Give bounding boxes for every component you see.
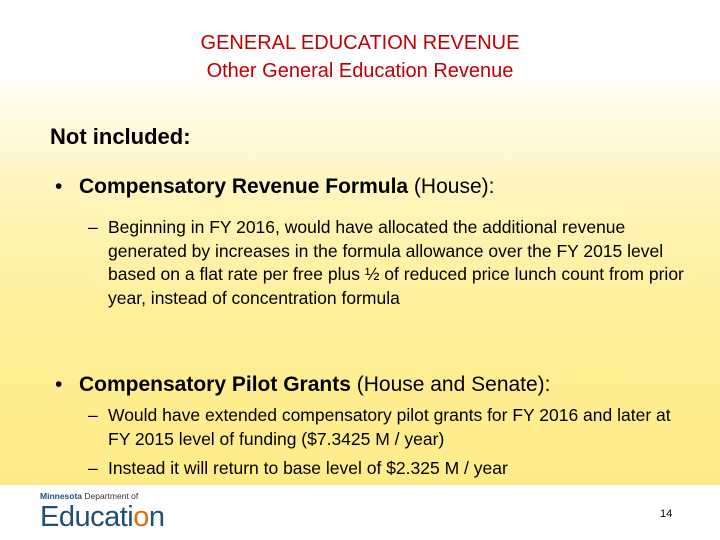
- bullet-qualifier: (House):: [408, 175, 495, 198]
- slide-subtitle: Other General Education Revenue: [206, 60, 514, 82]
- sub-bullet-symbol: –: [88, 217, 98, 237]
- page-number: 14: [660, 508, 673, 520]
- logo-word-start: Educati: [40, 501, 134, 533]
- bullet-qualifier: (House and Senate):: [350, 373, 551, 396]
- logo-word-accent: o: [133, 501, 149, 533]
- logo-dept: Department of: [84, 491, 139, 501]
- bullet-symbol: •: [55, 373, 63, 396]
- bullet-bold-label: Compensatory Revenue Formula: [79, 175, 409, 198]
- bullet-bold-label: Compensatory Pilot Grants: [79, 373, 351, 396]
- bullet-text: [79, 372, 551, 398]
- sub-bullet-text: Would have extended compensatory pilot grants for FY 2016 and later at FY 2015 level of funding ($7.3425 M / year): [108, 405, 671, 449]
- sub-bullet: [88, 457, 688, 481]
- bullet-symbol: •: [55, 175, 63, 198]
- logo-state: Minnesota: [40, 491, 83, 501]
- logo-word-end: n: [148, 501, 165, 533]
- sub-bullet-text: Instead it will return to base level of $2.325 M / year: [108, 458, 508, 478]
- slide-title: GENERAL EDUCATION REVENUE: [200, 32, 520, 54]
- sub-bullet-symbol: –: [88, 458, 98, 478]
- education-logo: [40, 500, 165, 534]
- section-heading: Not included:: [50, 124, 191, 149]
- sub-bullet-symbol: –: [88, 405, 98, 425]
- sub-bullet: [88, 404, 688, 451]
- sub-bullet: [88, 216, 688, 310]
- bullet-text: [79, 174, 494, 200]
- sub-bullet-text: Beginning in FY 2016, would have allocated the additional revenue generated by increases in the formula allowance over the FY 2015 level based on a flat rate per free plus ½ of reduced price lunch count from prior year, instead of concentration formula: [108, 217, 684, 308]
